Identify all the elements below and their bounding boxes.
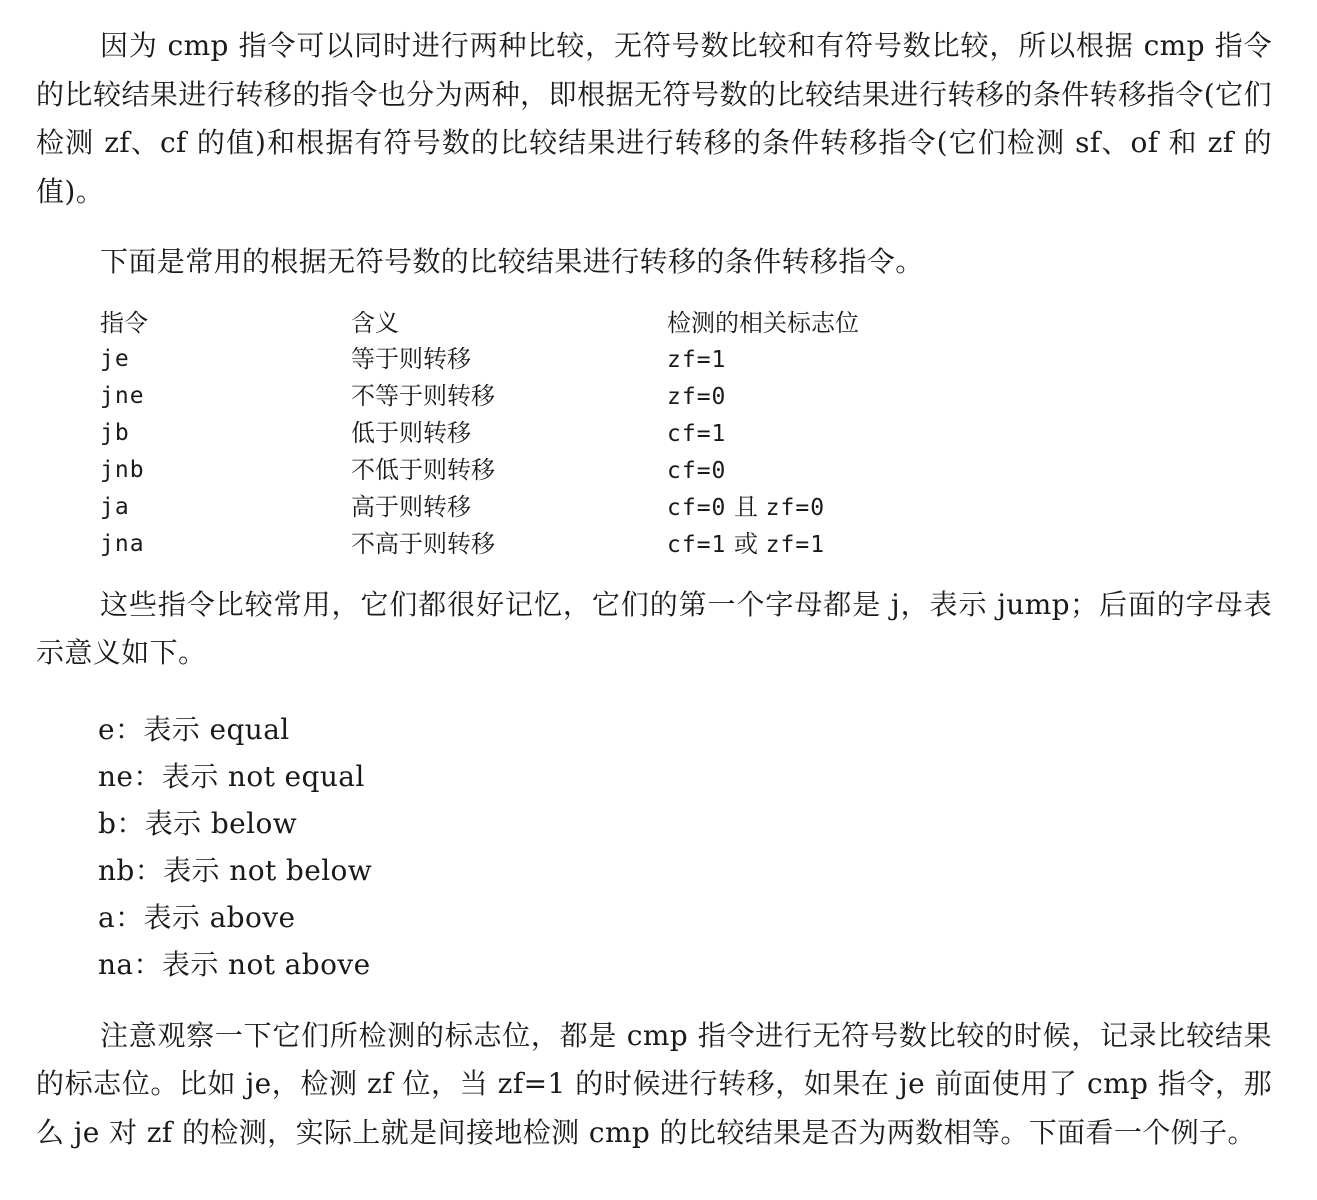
list-item: e：表示 equal [98, 712, 290, 746]
table-body [100, 341, 967, 563]
cell-instruction: jne [100, 383, 145, 409]
header-flags: 检测的相关标志位 [667, 308, 859, 337]
suffix-meaning-list [36, 706, 1272, 988]
cell-meaning: 高于则转移 [351, 493, 471, 521]
paragraph-mnemonic: 这些指令比较常用，它们都很好记忆，它们的第一个字母都是 j，表示 jump；后面的字母表示意义如下。 [36, 587, 1272, 669]
cell-instruction: jb [100, 420, 130, 446]
document-page [36, 22, 1272, 1157]
flag-condition: cf=0 [667, 457, 727, 484]
table-row [100, 526, 967, 563]
cell-instruction: je [100, 346, 130, 372]
cell-instruction: jna [100, 531, 145, 557]
header-instruction: 指令 [100, 308, 148, 337]
list-item: na：表示 not above [98, 947, 371, 981]
flag-condition: cf=0 [667, 494, 727, 521]
flag-condition: cf=1 [667, 420, 727, 447]
table-row [100, 489, 967, 526]
table-header-row [100, 305, 967, 341]
flag-connector: 且 [726, 492, 766, 521]
cell-meaning: 低于则转移 [351, 419, 471, 447]
table-row [100, 341, 967, 378]
paragraph-intro: 因为 cmp 指令可以同时进行两种比较，无符号数比较和有符号数比较，所以根据 cmp 指令的比较结果进行转移的指令也分为两种，即根据无符号数的比较结果进行转移的条件转移指令(它们检测 zf、cf 的值)和根据有符号数的比较结果进行转移的条件转移指令(它们检测 sf、of 和 zf 的值)。 [36, 29, 1272, 208]
header-meaning: 含义 [351, 308, 399, 337]
flag-condition: zf=1 [667, 346, 727, 373]
cell-flags [667, 378, 967, 415]
flag-connector: 或 [726, 529, 766, 558]
table-row [100, 452, 967, 489]
cell-flags [667, 526, 967, 563]
jump-instruction-table [100, 305, 967, 563]
cell-flags [667, 341, 967, 378]
list-item: a：表示 above [98, 900, 296, 934]
table-row [100, 378, 967, 415]
flag-condition: zf=0 [667, 383, 727, 410]
cell-instruction: ja [100, 494, 130, 520]
cell-meaning: 不等于则转移 [351, 382, 495, 410]
list-item: b：表示 below [98, 806, 298, 840]
paragraph-table-lead: 下面是常用的根据无符号数的比较结果进行转移的条件转移指令。 [100, 245, 924, 278]
list-item: ne：表示 not equal [98, 759, 365, 793]
flag-condition: zf=0 [765, 494, 826, 521]
cell-flags [667, 452, 967, 489]
cell-flags [667, 489, 967, 526]
cell-flags [667, 415, 967, 452]
flag-condition: zf=1 [765, 531, 826, 558]
cell-instruction: jnb [100, 457, 145, 483]
paragraph-observation: 注意观察一下它们所检测的标志位，都是 cmp 指令进行无符号数比较的时候，记录比较结果的标志位。比如 je，检测 zf 位，当 zf=1 的时候进行转移，如果在 je 前面使用了 cmp 指令，那么 je 对 zf 的检测，实际上就是间接地检测 cmp 的比较结果是否为两数相等。下面看一个例子。 [36, 1018, 1272, 1149]
cell-meaning: 不高于则转移 [351, 530, 495, 558]
table-row [100, 415, 967, 452]
flag-condition: cf=1 [667, 531, 727, 558]
cell-meaning: 等于则转移 [351, 345, 471, 373]
cell-meaning: 不低于则转移 [351, 456, 495, 484]
list-item: nb：表示 not below [98, 853, 373, 887]
